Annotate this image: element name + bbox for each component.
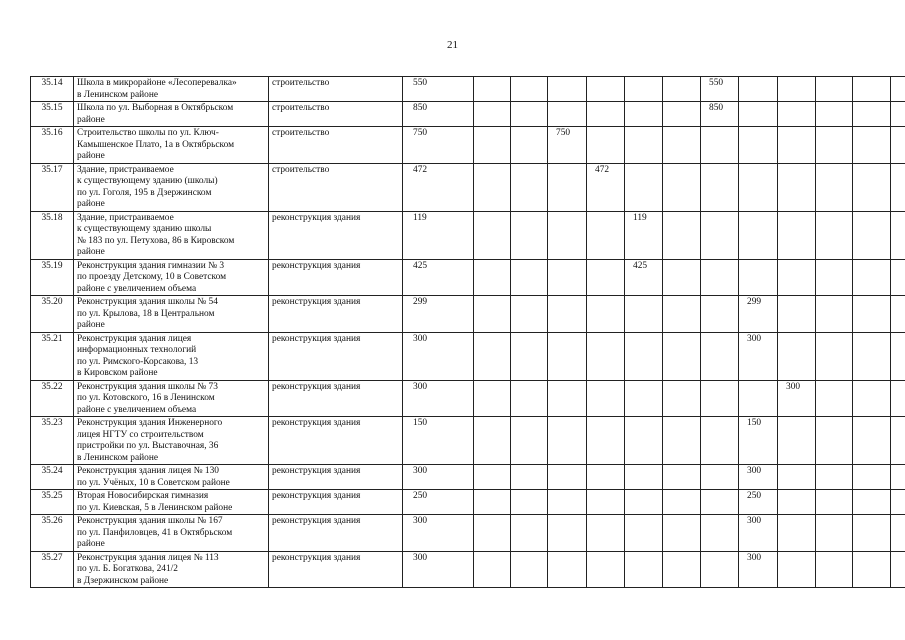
- total-value: 300: [403, 465, 474, 490]
- year-value: [778, 127, 816, 164]
- work-type: реконструкция здания: [269, 465, 403, 490]
- object-name-line: по ул. Котовского, 16 в Ленинском: [77, 393, 215, 403]
- year-value: [891, 102, 905, 127]
- table-row: [31, 127, 905, 164]
- year-value: [816, 259, 853, 296]
- object-name-line: районе: [77, 247, 105, 257]
- year-value: [548, 551, 587, 588]
- year-value: [663, 332, 701, 380]
- year-value: [511, 490, 548, 515]
- table-row: [31, 77, 905, 102]
- object-name-line: районе: [77, 539, 105, 549]
- year-value: [587, 551, 625, 588]
- object-name: [74, 102, 269, 127]
- year-value: [625, 515, 663, 552]
- year-value: [778, 515, 816, 552]
- object-name-line: по ул. Киевская, 5 в Ленинском районе: [77, 502, 233, 513]
- year-value: [548, 465, 587, 490]
- year-value: [663, 296, 701, 333]
- item-number: 35.25: [31, 490, 74, 515]
- object-name-line: по проезду Детскому, 10 в Советском: [77, 272, 227, 282]
- year-value: [625, 417, 663, 465]
- object-name: [74, 490, 269, 515]
- year-value: [891, 490, 905, 515]
- year-value: [511, 551, 548, 588]
- item-number: 35.17: [31, 163, 74, 211]
- object-name-line: Реконструкция здания Инженерного: [77, 418, 223, 428]
- year-value: [891, 417, 905, 465]
- year-value: [474, 332, 511, 380]
- year-value: [474, 380, 511, 417]
- total-value: 119: [403, 211, 474, 259]
- year-value: [474, 551, 511, 588]
- year-value: [739, 102, 778, 127]
- year-value: [587, 332, 625, 380]
- year-value: [816, 380, 853, 417]
- year-value: [816, 515, 853, 552]
- object-name-line: № 183 по ул. Петухова, 86 в Кировском: [77, 235, 235, 246]
- year-value: [625, 465, 663, 490]
- year-value: [816, 102, 853, 127]
- year-value: [474, 163, 511, 211]
- year-value: 850: [701, 102, 739, 127]
- year-value: 472: [587, 163, 625, 211]
- year-value: [891, 296, 905, 333]
- year-value: [587, 465, 625, 490]
- year-value: [548, 296, 587, 333]
- item-number: 35.20: [31, 296, 74, 333]
- year-value: [816, 417, 853, 465]
- year-value: [663, 163, 701, 211]
- year-value: [625, 551, 663, 588]
- work-type: реконструкция здания: [269, 259, 403, 296]
- year-value: [778, 332, 816, 380]
- work-type: реконструкция здания: [269, 211, 403, 259]
- year-value: [701, 296, 739, 333]
- object-name-line: по ул. Панфиловцев, 41 в Октябрьском: [77, 527, 233, 538]
- year-value: [853, 551, 891, 588]
- object-name-line: к существующему зданию (школы): [77, 176, 218, 186]
- year-value: [548, 259, 587, 296]
- table-row: [31, 332, 905, 380]
- year-value: [778, 211, 816, 259]
- item-number: 35.14: [31, 77, 74, 102]
- year-value: 300: [778, 380, 816, 417]
- object-name-line: районе с увеличением объема: [77, 404, 197, 415]
- object-name-line: пристройки по ул. Выставочная, 36: [77, 441, 219, 451]
- object-name: [74, 296, 269, 333]
- object-name: [74, 551, 269, 588]
- year-value: [474, 515, 511, 552]
- year-value: [625, 490, 663, 515]
- table-row: [31, 380, 905, 417]
- work-type: строительство: [269, 77, 403, 102]
- table-row: [31, 259, 905, 296]
- object-name-line: в Ленинском районе: [77, 452, 159, 463]
- year-value: [778, 102, 816, 127]
- object-name-line: к существующему зданию школы: [77, 224, 212, 234]
- year-value: [816, 211, 853, 259]
- object-name-line: Здание, пристраиваемое: [77, 212, 174, 223]
- year-value: [891, 77, 905, 102]
- year-value: [548, 102, 587, 127]
- object-name-line: Реконструкция здания гимназии № 3: [77, 260, 225, 271]
- year-value: [511, 380, 548, 417]
- object-name-line: Реконструкция здания школы № 73: [77, 381, 218, 392]
- year-value: [587, 211, 625, 259]
- year-value: [853, 211, 891, 259]
- year-value: [853, 380, 891, 417]
- total-value: 300: [403, 551, 474, 588]
- table-row: [31, 163, 905, 211]
- year-value: [548, 490, 587, 515]
- year-value: 300: [739, 332, 778, 380]
- year-value: [474, 417, 511, 465]
- year-value: [739, 163, 778, 211]
- year-value: 750: [548, 127, 587, 164]
- year-value: [474, 259, 511, 296]
- total-value: 850: [403, 102, 474, 127]
- year-value: [511, 77, 548, 102]
- year-value: [701, 465, 739, 490]
- year-value: [587, 490, 625, 515]
- year-value: [853, 127, 891, 164]
- year-value: [891, 211, 905, 259]
- year-value: [511, 296, 548, 333]
- year-value: [778, 296, 816, 333]
- object-name: [74, 515, 269, 552]
- total-value: 472: [403, 163, 474, 211]
- year-value: [511, 211, 548, 259]
- object-name-line: по ул. Гоголя, 195 в Дзержинском: [77, 187, 212, 198]
- year-value: [778, 77, 816, 102]
- year-value: [816, 163, 853, 211]
- year-value: [891, 515, 905, 552]
- year-value: [625, 102, 663, 127]
- year-value: [739, 127, 778, 164]
- year-value: [853, 102, 891, 127]
- year-value: [778, 551, 816, 588]
- year-value: [625, 332, 663, 380]
- work-type: реконструкция здания: [269, 551, 403, 588]
- year-value: [853, 259, 891, 296]
- year-value: [625, 77, 663, 102]
- year-value: [474, 77, 511, 102]
- year-value: [511, 163, 548, 211]
- year-value: [511, 515, 548, 552]
- year-value: [891, 127, 905, 164]
- year-value: [778, 490, 816, 515]
- year-value: [548, 211, 587, 259]
- year-value: [778, 465, 816, 490]
- item-number: 35.24: [31, 465, 74, 490]
- object-name: [74, 211, 269, 259]
- object-name: [74, 380, 269, 417]
- year-value: [891, 551, 905, 588]
- year-value: [663, 211, 701, 259]
- total-value: 750: [403, 127, 474, 164]
- year-value: [701, 163, 739, 211]
- object-name-line: районе: [77, 320, 105, 330]
- item-number: 35.22: [31, 380, 74, 417]
- object-name-line: Камышенское Плато, 1а в Октябрьском: [77, 139, 235, 150]
- work-type: строительство: [269, 127, 403, 164]
- year-value: [816, 77, 853, 102]
- year-value: [778, 417, 816, 465]
- item-number: 35.19: [31, 259, 74, 296]
- year-value: [587, 515, 625, 552]
- object-name-line: районе с увеличением объема: [77, 283, 197, 294]
- item-number: 35.18: [31, 211, 74, 259]
- object-name-line: Вторая Новосибирская гимназия: [77, 491, 209, 501]
- year-value: [587, 102, 625, 127]
- object-name-line: по ул. Крылова, 18 в Центральном: [77, 308, 215, 319]
- year-value: [511, 417, 548, 465]
- year-value: [891, 259, 905, 296]
- year-value: [625, 296, 663, 333]
- year-value: 300: [739, 515, 778, 552]
- total-value: 425: [403, 259, 474, 296]
- year-value: [853, 163, 891, 211]
- year-value: [816, 465, 853, 490]
- object-name-line: Школа в микрорайоне «Лесоперевалка»: [77, 78, 237, 88]
- year-value: [853, 465, 891, 490]
- work-type: реконструкция здания: [269, 515, 403, 552]
- work-type: строительство: [269, 163, 403, 211]
- year-value: 300: [739, 465, 778, 490]
- year-value: [587, 77, 625, 102]
- table-row: [31, 515, 905, 552]
- year-value: [891, 332, 905, 380]
- year-value: [701, 127, 739, 164]
- year-value: [511, 127, 548, 164]
- year-value: [474, 490, 511, 515]
- year-value: [511, 465, 548, 490]
- year-value: [663, 380, 701, 417]
- work-type: реконструкция здания: [269, 490, 403, 515]
- year-value: [739, 380, 778, 417]
- object-name: [74, 465, 269, 490]
- year-value: [739, 259, 778, 296]
- year-value: [587, 296, 625, 333]
- object-name-line: лицея НГТУ со строительством: [77, 429, 204, 440]
- year-value: [663, 515, 701, 552]
- object-name-line: по ул. Римского-Корсакова, 13: [77, 356, 199, 367]
- year-value: [474, 127, 511, 164]
- work-type: реконструкция здания: [269, 296, 403, 333]
- object-name: [74, 163, 269, 211]
- object-name: [74, 259, 269, 296]
- item-number: 35.23: [31, 417, 74, 465]
- year-value: [663, 102, 701, 127]
- year-value: [625, 163, 663, 211]
- year-value: [816, 296, 853, 333]
- year-value: [739, 211, 778, 259]
- year-value: [816, 490, 853, 515]
- year-value: [891, 380, 905, 417]
- year-value: 425: [625, 259, 663, 296]
- object-name: [74, 417, 269, 465]
- year-value: [474, 102, 511, 127]
- year-value: [548, 77, 587, 102]
- object-name-line: в Дзержинском районе: [77, 575, 169, 586]
- year-value: [587, 380, 625, 417]
- object-name-line: Реконструкция здания школы № 167: [77, 516, 223, 526]
- object-name-line: информационных технологий: [77, 345, 197, 355]
- total-value: 299: [403, 296, 474, 333]
- item-number: 35.26: [31, 515, 74, 552]
- year-value: [663, 417, 701, 465]
- work-type: реконструкция здания: [269, 332, 403, 380]
- table-body: [31, 77, 905, 588]
- table-row: [31, 465, 905, 490]
- object-name-line: по ул. Учёных, 10 в Советском районе: [77, 477, 230, 488]
- year-value: [548, 163, 587, 211]
- year-value: [778, 259, 816, 296]
- year-value: 550: [701, 77, 739, 102]
- year-value: [853, 77, 891, 102]
- year-value: [663, 490, 701, 515]
- year-value: [587, 259, 625, 296]
- year-value: [701, 211, 739, 259]
- year-value: 299: [739, 296, 778, 333]
- year-value: [474, 211, 511, 259]
- object-name-line: районе: [77, 114, 105, 125]
- object-name: [74, 77, 269, 102]
- year-value: [663, 465, 701, 490]
- year-value: [853, 296, 891, 333]
- item-number: 35.21: [31, 332, 74, 380]
- year-value: [778, 163, 816, 211]
- total-value: 550: [403, 77, 474, 102]
- page-number: 21: [447, 39, 458, 51]
- total-value: 250: [403, 490, 474, 515]
- object-name-line: Строительство школы по ул. Ключ-: [77, 128, 219, 138]
- year-value: [474, 296, 511, 333]
- object-name-line: Школа по ул. Выборная в Октябрьском: [77, 103, 234, 113]
- year-value: [853, 490, 891, 515]
- total-value: 300: [403, 332, 474, 380]
- table-row: [31, 296, 905, 333]
- total-value: 150: [403, 417, 474, 465]
- item-number: 35.27: [31, 551, 74, 588]
- object-name: [74, 332, 269, 380]
- object-name-line: в Ленинском районе: [77, 89, 159, 100]
- total-value: 300: [403, 515, 474, 552]
- work-type: реконструкция здания: [269, 417, 403, 465]
- object-name-line: Реконструкция здания лицея № 130: [77, 466, 219, 476]
- year-value: [548, 515, 587, 552]
- year-value: [663, 259, 701, 296]
- year-value: [816, 127, 853, 164]
- year-value: [511, 259, 548, 296]
- total-value: 300: [403, 380, 474, 417]
- year-value: [816, 551, 853, 588]
- year-value: [701, 490, 739, 515]
- year-value: 300: [739, 551, 778, 588]
- year-value: [853, 417, 891, 465]
- object-name-line: Реконструкция здания лицея: [77, 333, 192, 344]
- year-value: [548, 380, 587, 417]
- year-value: [701, 332, 739, 380]
- object-name-line: районе: [77, 199, 105, 209]
- object-name-line: районе: [77, 151, 105, 161]
- year-value: [853, 332, 891, 380]
- object-name: [74, 127, 269, 164]
- program-table: [30, 76, 905, 588]
- year-value: [816, 332, 853, 380]
- year-value: [663, 127, 701, 164]
- year-value: [663, 551, 701, 588]
- item-number: 35.16: [31, 127, 74, 164]
- table-row: [31, 417, 905, 465]
- year-value: [548, 332, 587, 380]
- year-value: [891, 465, 905, 490]
- year-value: [625, 380, 663, 417]
- year-value: [701, 380, 739, 417]
- table-row: [31, 490, 905, 515]
- year-value: [853, 515, 891, 552]
- object-name-line: в Кировском районе: [77, 368, 158, 378]
- year-value: [701, 259, 739, 296]
- year-value: 250: [739, 490, 778, 515]
- year-value: [511, 102, 548, 127]
- year-value: [511, 332, 548, 380]
- object-name-line: Здание, пристраиваемое: [77, 164, 174, 175]
- year-value: [891, 163, 905, 211]
- year-value: [701, 515, 739, 552]
- year-value: [587, 417, 625, 465]
- year-value: 119: [625, 211, 663, 259]
- object-name-line: Реконструкция здания школы № 54: [77, 297, 218, 307]
- work-type: строительство: [269, 102, 403, 127]
- table-row: [31, 102, 905, 127]
- year-value: [625, 127, 663, 164]
- table-row: [31, 211, 905, 259]
- year-value: [663, 77, 701, 102]
- object-name-line: Реконструкция здания лицея № 113: [77, 552, 219, 563]
- year-value: [548, 417, 587, 465]
- year-value: [587, 127, 625, 164]
- year-value: [739, 77, 778, 102]
- table-row: [31, 551, 905, 588]
- work-type: реконструкция здания: [269, 380, 403, 417]
- year-value: [701, 551, 739, 588]
- year-value: [701, 417, 739, 465]
- year-value: 150: [739, 417, 778, 465]
- item-number: 35.15: [31, 102, 74, 127]
- year-value: [474, 465, 511, 490]
- object-name-line: по ул. Б. Богаткова, 241/2: [77, 564, 178, 574]
